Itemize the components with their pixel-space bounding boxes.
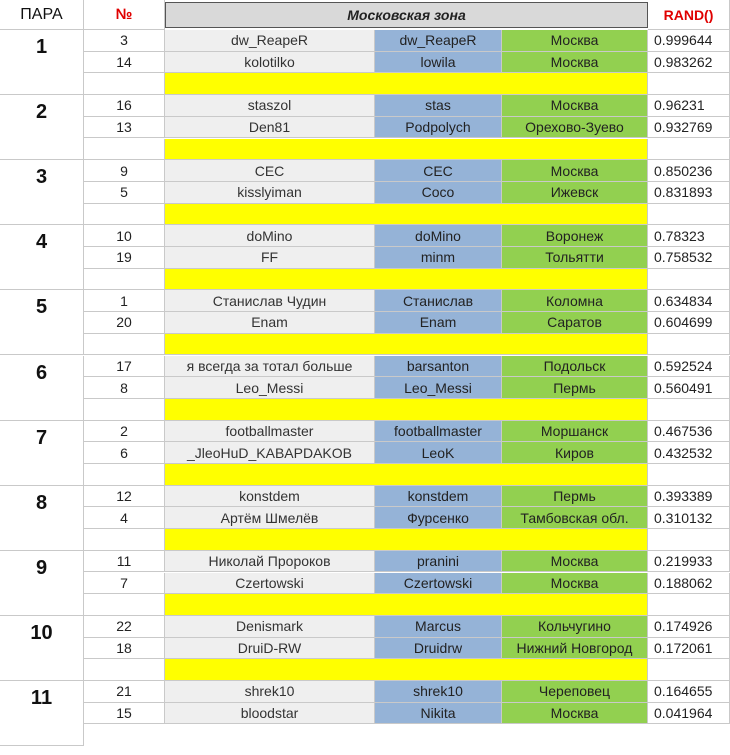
player-nick: Nikita [375, 703, 502, 725]
pair-number: 9 [0, 551, 84, 616]
player-name: bloodstar [165, 703, 375, 725]
player-number: 10 [84, 225, 165, 247]
header-para: ПАРА [0, 0, 84, 30]
separator-cell [84, 269, 165, 291]
pair-number: 8 [0, 486, 84, 551]
player-name: Den81 [165, 117, 375, 139]
separator-cell [84, 334, 165, 356]
player-nick: Marcus [375, 616, 502, 638]
player-city: Тамбовская обл. [502, 507, 648, 529]
player-city: Пермь [502, 486, 648, 508]
player-number: 9 [84, 160, 165, 182]
player-rand: 0.932769 [648, 117, 730, 139]
player-number: 16 [84, 95, 165, 117]
separator-bar [165, 529, 648, 551]
pair-number: 5 [0, 290, 84, 355]
player-nick: Czertowski [375, 573, 502, 595]
player-number: 14 [84, 52, 165, 74]
player-city: Тольятти [502, 247, 648, 269]
separator-bar [165, 73, 648, 95]
separator-cell [84, 464, 165, 486]
player-rand: 0.96231 [648, 95, 730, 117]
player-rand: 0.164655 [648, 681, 730, 703]
player-name: konstdem [165, 486, 375, 508]
player-nick: dw_ReapeR [375, 30, 502, 52]
player-number: 21 [84, 681, 165, 703]
player-rand: 0.560491 [648, 377, 730, 399]
player-rand: 0.393389 [648, 486, 730, 508]
player-number: 8 [84, 377, 165, 399]
player-number: 4 [84, 507, 165, 529]
player-nick: Podpolych [375, 117, 502, 139]
separator-cell [84, 399, 165, 421]
player-name: dw_ReapeR [165, 30, 375, 52]
player-city: Москва [502, 95, 648, 117]
player-city: Саратов [502, 312, 648, 334]
separator-cell [648, 139, 730, 161]
player-city: Москва [502, 551, 648, 573]
player-nick: minm [375, 247, 502, 269]
player-nick: Leo_Messi [375, 377, 502, 399]
player-number: 22 [84, 616, 165, 638]
player-number: 7 [84, 573, 165, 595]
player-nick: doMino [375, 225, 502, 247]
player-nick: LeoK [375, 442, 502, 464]
player-nick: stas [375, 95, 502, 117]
player-rand: 0.432532 [648, 442, 730, 464]
player-name: footballmaster [165, 421, 375, 443]
player-nick: pranini [375, 551, 502, 573]
player-name: doMino [165, 225, 375, 247]
player-city: Москва [502, 703, 648, 725]
pair-number: 11 [0, 681, 84, 746]
player-rand: 0.850236 [648, 160, 730, 182]
separator-cell [648, 269, 730, 291]
separator-cell [648, 204, 730, 226]
player-city: Подольск [502, 356, 648, 378]
player-city: Коломна [502, 290, 648, 312]
player-nick: konstdem [375, 486, 502, 508]
player-number: 5 [84, 182, 165, 204]
player-name: Czertowski [165, 573, 375, 595]
player-rand: 0.310132 [648, 507, 730, 529]
player-name: staszol [165, 95, 375, 117]
player-name: DruiD-RW [165, 638, 375, 660]
pair-number: 10 [0, 616, 84, 681]
player-nick: shrek10 [375, 681, 502, 703]
player-city: Пермь [502, 377, 648, 399]
player-name: Enam [165, 312, 375, 334]
player-rand: 0.592524 [648, 356, 730, 378]
separator-bar [165, 594, 648, 616]
player-name: kisslyiman [165, 182, 375, 204]
player-number: 15 [84, 703, 165, 725]
pair-number: 2 [0, 95, 84, 160]
player-rand: 0.604699 [648, 312, 730, 334]
player-number: 3 [84, 30, 165, 52]
separator-cell [84, 659, 165, 681]
separator-cell [648, 659, 730, 681]
header-number: № [84, 0, 165, 30]
player-name: Артём Шмелёв [165, 507, 375, 529]
pair-number: 7 [0, 421, 84, 486]
player-rand: 0.78323 [648, 225, 730, 247]
player-name: Николай Пророков [165, 551, 375, 573]
separator-bar [165, 334, 648, 356]
player-nick: footballmaster [375, 421, 502, 443]
header-zone: Московская зона [165, 2, 648, 28]
player-city: Воронеж [502, 225, 648, 247]
player-city: Ижевск [502, 182, 648, 204]
player-nick: Станислав [375, 290, 502, 312]
player-number: 20 [84, 312, 165, 334]
player-nick: Фурсенко [375, 507, 502, 529]
player-nick: CEC [375, 160, 502, 182]
separator-cell [648, 529, 730, 551]
separator-bar [165, 399, 648, 421]
player-name: я всегда за тотал больше [165, 356, 375, 378]
separator-bar [165, 464, 648, 486]
player-rand: 0.174926 [648, 616, 730, 638]
separator-bar [165, 139, 648, 161]
player-nick: lowila [375, 52, 502, 74]
separator-cell [84, 529, 165, 551]
player-number: 18 [84, 638, 165, 660]
pair-number: 1 [0, 30, 84, 95]
player-name: CEC [165, 160, 375, 182]
player-nick: Druidrw [375, 638, 502, 660]
player-rand: 0.999644 [648, 30, 730, 52]
player-name: Denismark [165, 616, 375, 638]
pair-number: 3 [0, 160, 84, 225]
separator-bar [165, 269, 648, 291]
separator-cell [84, 73, 165, 95]
player-nick: barsanton [375, 356, 502, 378]
player-number: 19 [84, 247, 165, 269]
player-rand: 0.041964 [648, 703, 730, 725]
separator-cell [648, 334, 730, 356]
player-nick: Enam [375, 312, 502, 334]
separator-cell [84, 139, 165, 161]
player-number: 12 [84, 486, 165, 508]
player-city: Киров [502, 442, 648, 464]
player-number: 2 [84, 421, 165, 443]
player-nick: Coco [375, 182, 502, 204]
separator-cell [84, 204, 165, 226]
pair-number: 4 [0, 225, 84, 290]
pair-number: 6 [0, 356, 84, 421]
player-city: Череповец [502, 681, 648, 703]
player-city: Москва [502, 573, 648, 595]
player-city: Москва [502, 52, 648, 74]
player-number: 17 [84, 356, 165, 378]
player-number: 1 [84, 290, 165, 312]
player-name: Leo_Messi [165, 377, 375, 399]
separator-cell [648, 464, 730, 486]
player-rand: 0.634834 [648, 290, 730, 312]
player-name: FF [165, 247, 375, 269]
player-name: kolotilko [165, 52, 375, 74]
separator-cell [648, 594, 730, 616]
player-number: 6 [84, 442, 165, 464]
separator-bar [165, 204, 648, 226]
player-name: shrek10 [165, 681, 375, 703]
player-city: Орехово-Зуево [502, 117, 648, 139]
player-rand: 0.467536 [648, 421, 730, 443]
player-city: Кольчугино [502, 616, 648, 638]
player-city: Моршанск [502, 421, 648, 443]
separator-cell [648, 73, 730, 95]
player-city: Москва [502, 30, 648, 52]
player-city: Нижний Новгород [502, 638, 648, 660]
player-rand: 0.188062 [648, 573, 730, 595]
header-rand: RAND() [648, 0, 730, 30]
player-name: _JleoHuD_KABAPDAKOB [165, 442, 375, 464]
player-rand: 0.831893 [648, 182, 730, 204]
player-rand: 0.983262 [648, 52, 730, 74]
player-rand: 0.758532 [648, 247, 730, 269]
player-name: Станислав Чудин [165, 290, 375, 312]
separator-cell [648, 399, 730, 421]
player-rand: 0.172061 [648, 638, 730, 660]
player-number: 13 [84, 117, 165, 139]
player-city: Москва [502, 160, 648, 182]
separator-bar [165, 659, 648, 681]
player-number: 11 [84, 551, 165, 573]
player-rand: 0.219933 [648, 551, 730, 573]
separator-cell [84, 594, 165, 616]
